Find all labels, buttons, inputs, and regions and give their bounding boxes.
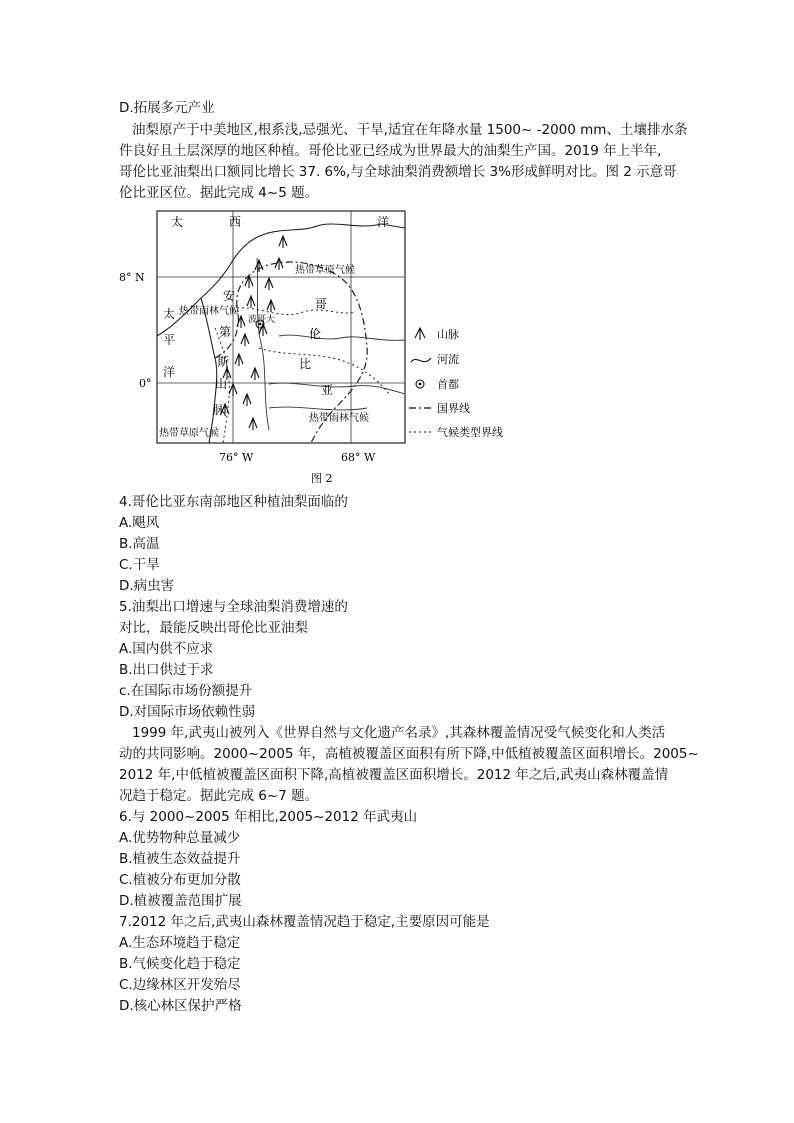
mountain-char: 第 <box>219 325 232 339</box>
map-legend <box>409 328 503 439</box>
q6-option: B.植被生态效益提升 <box>119 851 241 867</box>
lon-label: 68° W <box>341 451 376 464</box>
lat-label: 8° N <box>119 271 145 284</box>
river-guaviare <box>269 383 405 394</box>
passage2-line: 2012 年,中低植被覆盖区面积下降,高植被覆盖区面积增长。2012 年之后,武夷山森林覆盖情 <box>119 767 669 783</box>
lon-label: 76° W <box>219 451 254 464</box>
q5-option: A.国内供不应求 <box>119 641 214 657</box>
q6-option: C.植被分布更加分散 <box>119 872 241 888</box>
mountain-char: 安 <box>223 289 236 303</box>
colombia-location-map <box>119 208 539 498</box>
passage1-line: 件良好且土层深厚的地区种植。哥伦比亚已经成为世界最大的油梨生产国。2019 年上半年, <box>119 143 662 159</box>
q7-stem: 7.2012 年之后,武夷山森林覆盖情况趋于稳定,主要原因可能是 <box>119 914 490 930</box>
q7-option: C.边缘林区开发殆尽 <box>119 977 241 993</box>
mountain-icon <box>415 328 425 340</box>
q7-option: A.生态环境趋于稳定 <box>119 935 241 951</box>
ocean-char: 太 <box>163 307 176 321</box>
passage1-line: 油梨原产于中美地区,根系浅,忌强光、干旱,适宜在年降水量 1500~ -2000 mm、土壤排水条 <box>132 122 688 138</box>
ocean-char: 洋 <box>163 365 176 379</box>
q7-option: B.气候变化趋于稳定 <box>119 956 241 972</box>
legend-label: 气候类型界线 <box>437 426 503 439</box>
climate-label: 热带雨林气候 <box>309 413 369 424</box>
map-frame <box>157 211 405 443</box>
q7-option: D.核心林区保护严格 <box>119 998 242 1014</box>
climate-label: 热带草原气候 <box>295 265 355 276</box>
passage2-line: 动的共同影响。2000~2005 年，高植被覆盖区面积有所下降,中低植被覆盖区面积增长。2005~ <box>119 746 699 762</box>
q6-stem: 6.与 2000~2005 年相比,2005~2012 年武夷山 <box>119 809 418 825</box>
climate-label: 热带雨林气候 <box>179 306 239 317</box>
q5-option: c.在国际市场份额提升 <box>119 683 253 699</box>
q6-option: A.优势物种总量减少 <box>119 830 241 846</box>
legend-label: 首都 <box>437 378 459 391</box>
legend-label: 河流 <box>437 353 459 366</box>
passage2-line: 况趋于稳定。据此完成 6~7 题。 <box>119 788 319 804</box>
passage1-line: 哥伦比亚油梨出口额同比增长 37. 6%,与全球油梨消费额增长 3%形成鲜明对比。图 2 示意哥 <box>119 164 677 180</box>
q4-option: A.飓风 <box>119 515 160 531</box>
legend-label: 山脉 <box>437 328 459 341</box>
lat-label: 0° <box>139 377 152 390</box>
mountain-char: 山 <box>215 377 228 391</box>
passage2-line: 1999 年,武夷山被列入《世界自然与文化遗产名录》,其森林覆盖情况受气候变化和人类活 <box>132 725 666 741</box>
q4-option: B.高温 <box>119 536 160 552</box>
river-meta <box>279 335 405 340</box>
mountain-char: 脉 <box>213 403 226 417</box>
passage1-line: 伦比亚区位。据此完成 4~5 题。 <box>119 185 319 201</box>
country-char: 哥 <box>315 297 328 311</box>
ocean-char: 平 <box>163 333 176 347</box>
legend-label: 国界线 <box>437 402 470 415</box>
river-caqueta <box>269 407 367 410</box>
pacific-coastline <box>201 298 217 443</box>
mountain-char: 斯 <box>217 355 230 369</box>
q4-option: D.病虫害 <box>119 578 175 594</box>
ocean-char: 洋 <box>377 215 390 229</box>
ocean-char: 西 <box>229 215 242 229</box>
q5-option: B.出口供过于求 <box>119 662 214 678</box>
q6-option: D.植被覆盖范围扩展 <box>119 893 242 909</box>
river-icon <box>411 358 431 362</box>
country-char: 伦 <box>309 327 322 341</box>
q3-option-d: D.拓展多元产业 <box>119 100 215 116</box>
country-char: 亚 <box>321 383 334 397</box>
ocean-char: 太 <box>171 215 184 229</box>
capital-label: 波哥大 <box>248 315 276 325</box>
q4-stem: 4.哥伦比亚东南部地区种植油梨面临的 <box>119 494 348 510</box>
q4-option: C.干旱 <box>119 557 160 573</box>
q5-option: D.对国际市场依赖性弱 <box>119 704 256 720</box>
climate-label: 热带草原气候 <box>159 428 219 439</box>
country-char: 比 <box>299 357 312 371</box>
figure-caption: 图 2 <box>311 472 333 485</box>
climate-boundary-north <box>237 308 355 315</box>
q5-stem: 对比，最能反映出哥伦比亚油梨 <box>119 620 308 636</box>
q5-stem: 5.油梨出口增速与全球油梨消费增速的 <box>119 599 348 615</box>
